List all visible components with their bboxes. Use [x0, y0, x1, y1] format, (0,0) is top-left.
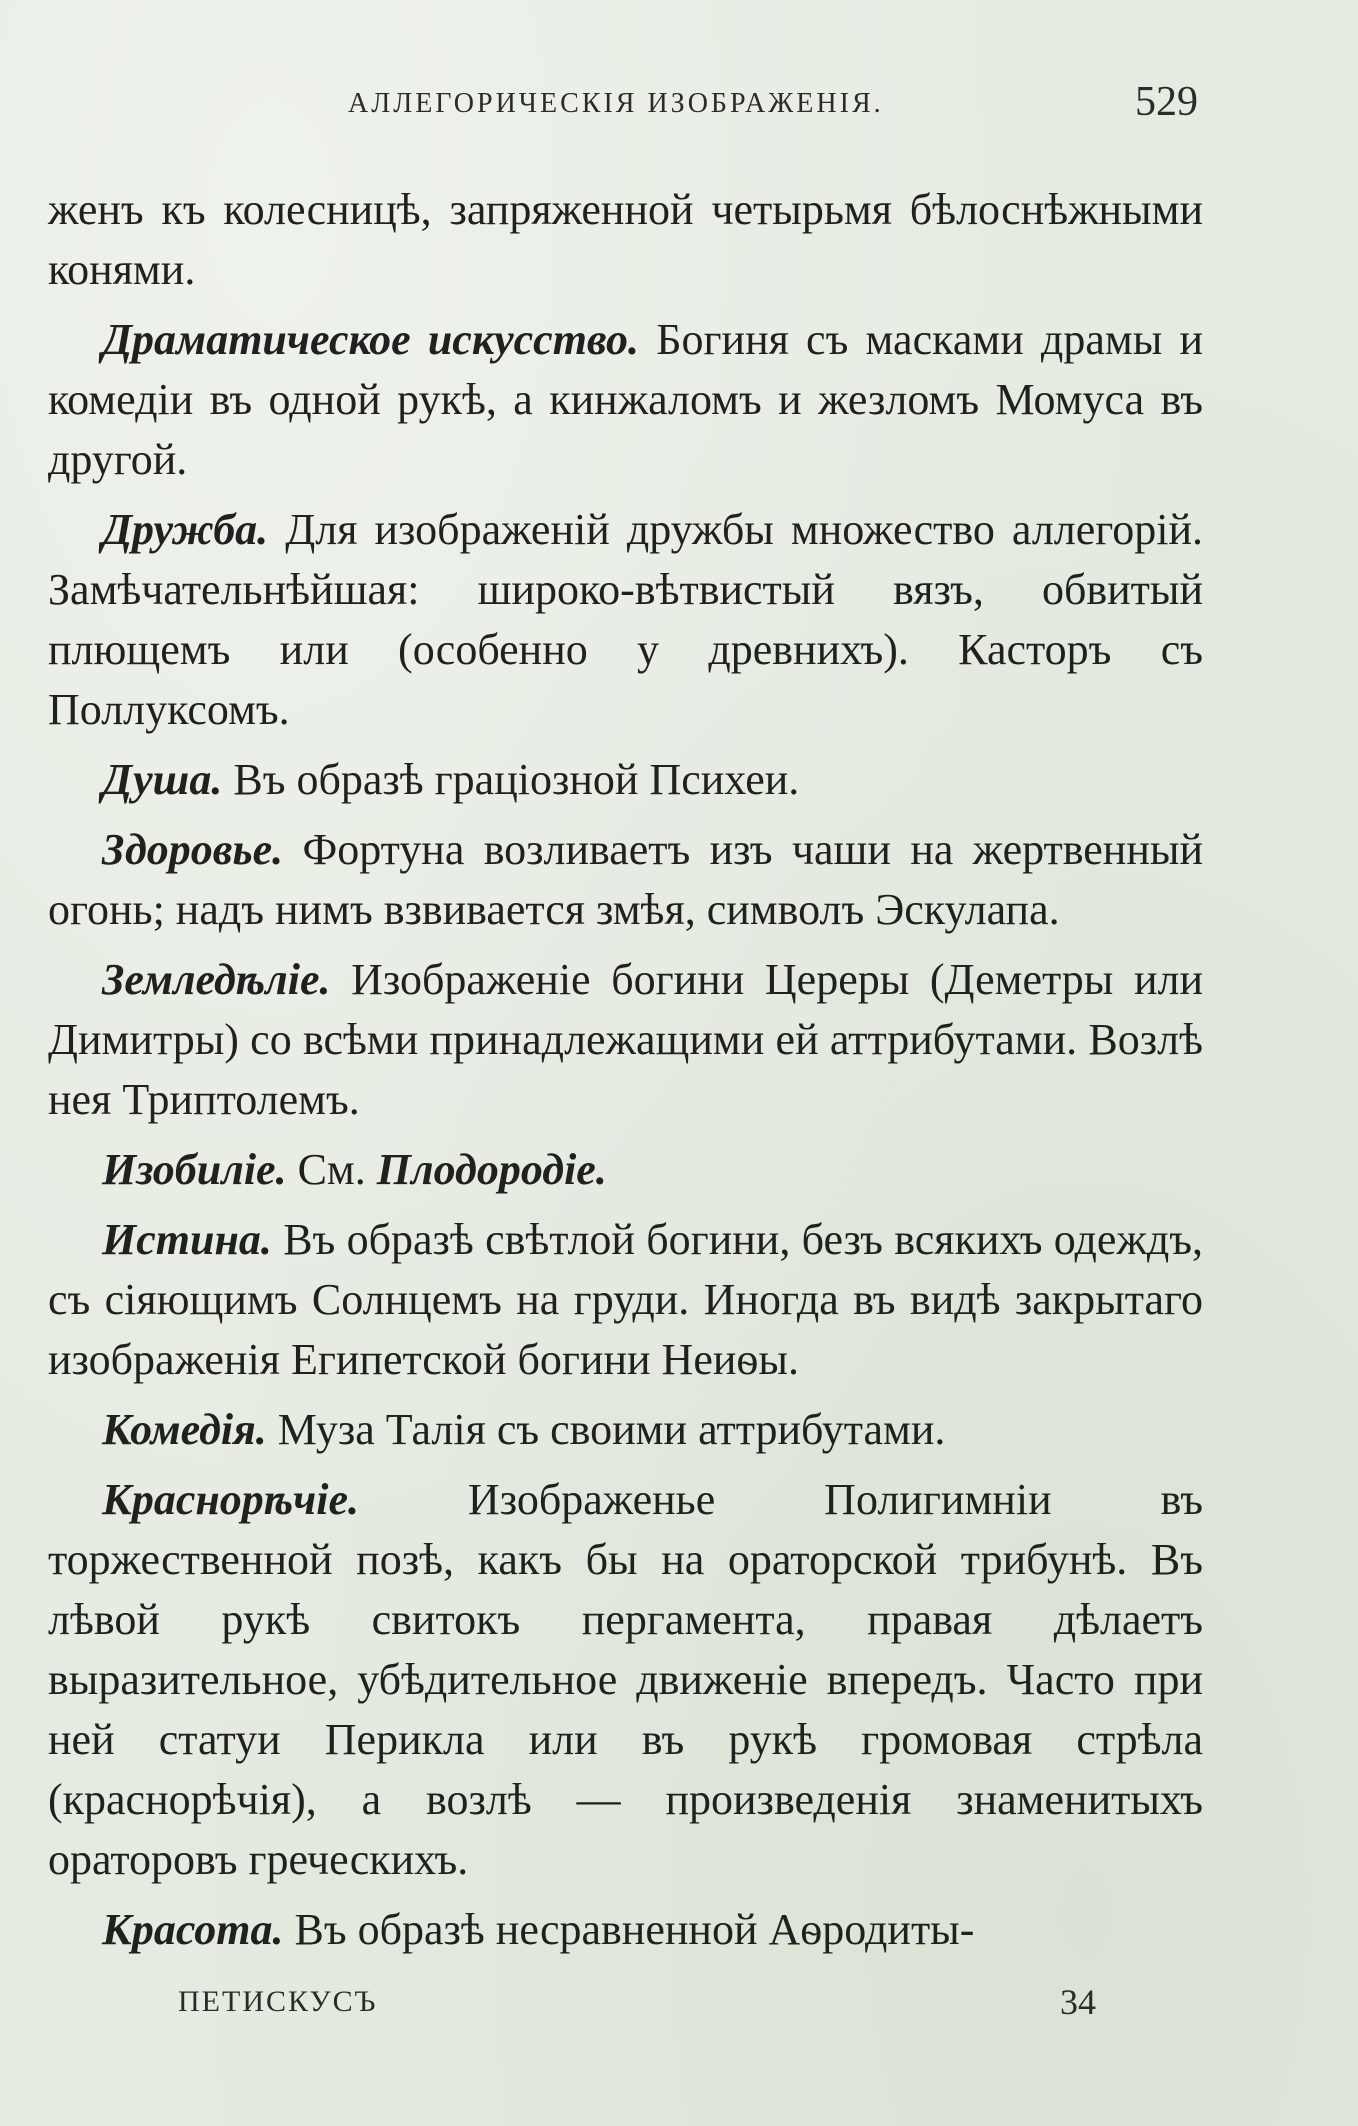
entry-text: Для изображеній дружбы множество аллегорій. Замѣчательнѣйшая: широко-вѣтвистый вязъ, обвитый плющемъ или (особенно у древнихъ). Касторъ съ Поллуксомъ.	[48, 505, 1203, 734]
entry-truth	[48, 1210, 1203, 1390]
entry-text: Богиня съ масками драмы и комедіи въ одной рукѣ, а кинжаломъ и жезломъ Момуса въ другой.	[48, 315, 1203, 484]
page-header	[48, 78, 1198, 138]
entry-comedy	[48, 1400, 1203, 1460]
entry-term: Драматическое искусство.	[102, 315, 640, 364]
entry-agriculture	[48, 950, 1203, 1130]
entry-term: Земледѣліе.	[102, 955, 331, 1004]
entry-friendship	[48, 500, 1203, 740]
entry-term: Душа.	[102, 755, 223, 804]
entry-term: Здоровье.	[102, 825, 284, 874]
entry-eloquence	[48, 1470, 1203, 1890]
entry-abundance	[48, 1140, 1203, 1200]
entry-text: Фортуна возливаетъ изъ чаши на жертвенный огонь; надъ нимъ взвивается змѣя, символъ Эскулапа.	[48, 825, 1203, 934]
entry-text: Изображенье Полигимніи въ торжественной позѣ, какъ бы на ораторской трибунѣ. Въ лѣвой рукѣ свитокъ пергамента, правая дѣлаетъ выразительное, убѣдительное движеніе впередъ. Часто при ней статуи Перикла или въ рукѣ громовая стрѣла (краснорѣчія), а возлѣ — произведенія знаменитыхъ ораторовъ греческихъ.	[48, 1475, 1203, 1884]
entry-soul	[48, 750, 1203, 810]
sheet-number: 34	[1060, 1982, 1096, 2022]
entry-cross-reference: Плодородіе.	[376, 1145, 607, 1194]
signature-mark: ПЕТИСКУСЪ	[178, 1985, 378, 2018]
continuation-paragraph: женъ къ колесницѣ, запряженной четырьмя бѣлоснѣжными конями.	[48, 185, 1203, 294]
entry-text: Въ образѣ граціозной Психеи.	[222, 755, 800, 804]
entry-beauty	[48, 1900, 1203, 1960]
page-number: 529	[1135, 79, 1198, 125]
page-footer	[48, 1982, 1203, 2045]
entry-text: Въ образѣ несравненной Аѳродиты-	[283, 1905, 975, 1954]
body-text	[48, 180, 1203, 1970]
entry-health	[48, 820, 1203, 940]
entry-term: Красота.	[102, 1905, 284, 1954]
entry-text: Въ образѣ свѣтлой богини, безъ всякихъ одеждъ, съ сіяющимъ Солнцемъ на груди. Иногда въ видѣ закрытаго изображенія Египетской богини Неиѳы.	[48, 1215, 1203, 1384]
entry-text: Муза Талія съ своими аттрибутами.	[266, 1405, 946, 1454]
entry-term: Комедія.	[102, 1405, 267, 1454]
entry-text: См.	[286, 1145, 377, 1194]
entry-term: Краснорѣчіе.	[102, 1475, 359, 1524]
entry-term: Истина.	[102, 1215, 272, 1264]
entry-text: Изображеніе богини Цереры (Деметры или Димитры) со всѣми принадлежащими ей аттрибутами. Возлѣ нея Триптолемъ.	[48, 955, 1203, 1124]
running-title: АЛЛЕГОРИЧЕСКІЯ ИЗОБРАЖЕНІЯ.	[348, 88, 884, 119]
entry-term: Изобиліе.	[102, 1145, 287, 1194]
entry-term: Дружба.	[102, 505, 269, 554]
entry-dramatic-art	[48, 310, 1203, 490]
